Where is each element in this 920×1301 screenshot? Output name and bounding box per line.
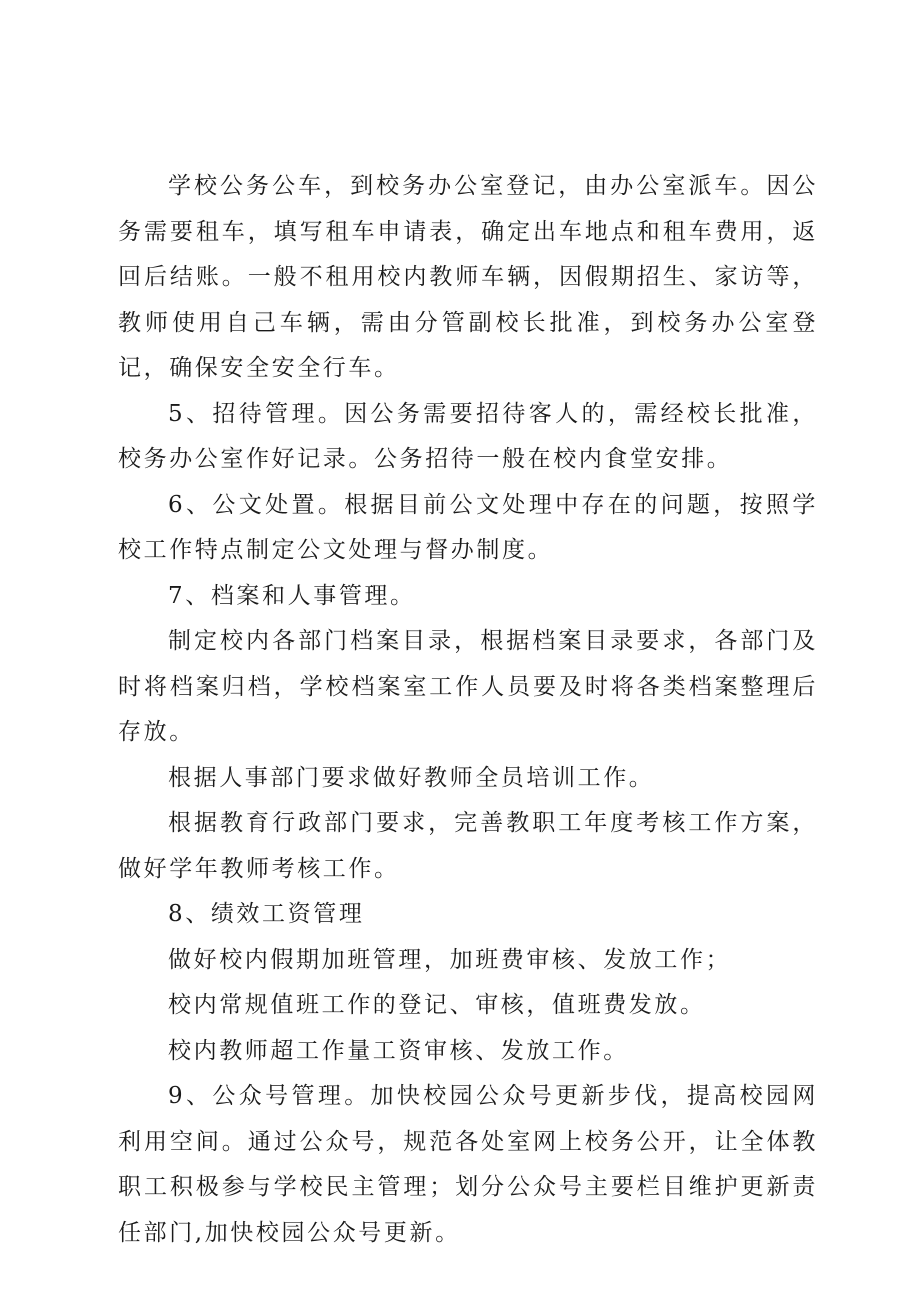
- paragraph-vehicle-management: 学校公务公车，到校务办公室登记，由办公室派车。因公务需要租车，填写租车申请表，确定出车地点和租车费用，返回后结账。一般不租用校内教师车辆，因假期招生、家访等，教师使用自己车辆，需由分管副校长批准，到校务办公室登记，确保安全安全行车。: [118, 173, 818, 381]
- paragraph-reception-management: 5、招待管理。因公务需要招待客人的，需经校长批准，校务办公室作好记录。公务招待一般在校内食堂安排。: [118, 400, 818, 472]
- paragraph-teacher-training: 根据人事部门要求做好教师全员培训工作。: [168, 764, 655, 791]
- paragraph-archives-heading: 7、档案和人事管理。: [168, 582, 416, 609]
- document-body: [118, 164, 818, 1256]
- paragraph-archives-catalog: 制定校内各部门档案目录，根据档案目录要求，各部门及时将档案归档，学校档案室工作人员要及时将各类档案整理后存放。: [118, 628, 818, 745]
- paragraph-document-handling: 6、公文处置。根据目前公文处理中存在的问题，按照学校工作特点制定公文处理与督办制度。: [118, 491, 818, 563]
- paragraph-performance-pay-heading: 8、绩效工资管理: [168, 901, 365, 927]
- paragraph-annual-assessment: 根据教育行政部门要求，完善教职工年度考核工作方案，做好学年教师考核工作。: [118, 810, 818, 882]
- paragraph-overtime-management: 做好校内假期加班管理，加班费审核、发放工作；: [168, 946, 732, 973]
- paragraph-public-account: 9、公众号管理。加快校园公众号更新步伐，提高校园网利用空间。通过公众号，规范各处室网上校务公开，让全体教职工积极参与学校民主管理；划分公众号主要栏目维护更新责任部门,加快校园公众号更新。: [118, 1083, 818, 1246]
- paragraph-duty-registration: 校内常规值班工作的登记、审核，值班费发放。: [168, 992, 706, 1018]
- paragraph-workload-pay: 校内教师超工作量工资审核、发放工作。: [168, 1037, 629, 1064]
